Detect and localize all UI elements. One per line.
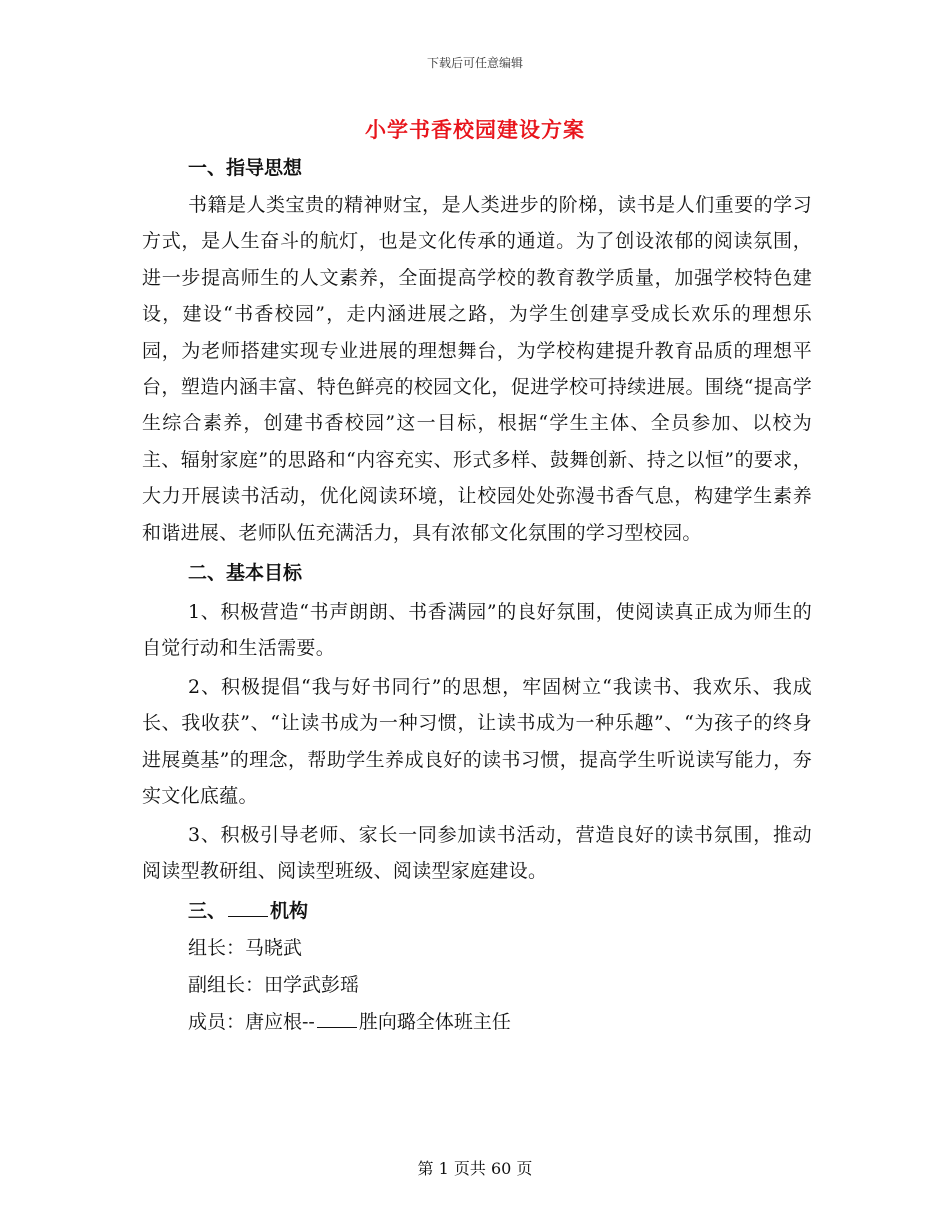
members-blank-line xyxy=(317,1026,357,1028)
document-body xyxy=(142,150,812,1041)
section-3-heading-suffix: 机构 xyxy=(270,900,309,923)
document-title: 小学书香校园建设方案 xyxy=(365,117,585,142)
org-leader: 组长：马晓武 xyxy=(188,937,303,960)
header-note: 下载后可任意编辑 xyxy=(426,56,523,70)
goal-item-3: 3、积极引导老师、家长一同参加读书活动，营造良好的读书氛围，推动阅读型教研组、阅读型班级、阅读型家庭建设。 xyxy=(142,823,812,882)
heading-blank-line xyxy=(228,915,268,917)
section-3-heading xyxy=(142,893,812,930)
section-1-heading: 一、指导思想 xyxy=(188,157,303,179)
section-3-heading-prefix: 三、 xyxy=(188,900,227,923)
org-deputy: 副组长：田学武彭瑶 xyxy=(188,974,360,997)
page-number-footer: 第 1 页共 60 页 xyxy=(417,1159,533,1178)
goal-item-1: 1、积极营造“书声朗朗、书香满园”的良好氛围，使阅读真正成为师生的自觉行动和生活需要。 xyxy=(142,601,812,660)
section-1-paragraph: 书籍是人类宝贵的精神财宝，是人类进步的阶梯，读书是人们重要的学习方式，是人生奋斗的航灯，也是文化传承的通道。为了创设浓郁的阅读氛围，进一步提高师生的人文素养，全面提高学校的教育教学质量，加强学校特色建设，建设“书香校园”，走内涵进展之路，为学生创建享受成长欢乐的理想乐园，为老师搭建实现专业进展的理想舞台，为学校构建提升教育品质的理想平台，塑造内涵丰富、特色鲜亮的校园文化，促进学校可持续进展。围绕“提高学生综合素养，创建书香校园”这一目标，根据“学生主体、全员参加、以校为主、辐射家庭”的思路和“内容充实、形式多样、鼓舞创新、持之以恒”的要求，大力开展读书活动，优化阅读环境，让校园处处弥漫书香气息，构建学生素养和谐进展、老师队伍充满活力，具有浓郁文化氛围的学习型校园。 xyxy=(142,194,812,544)
org-members xyxy=(142,1004,812,1041)
section-2-heading: 二、基本目标 xyxy=(188,562,303,585)
org-members-suffix: 胜向璐全体班主任 xyxy=(358,1011,511,1034)
goal-item-2: 2、积极提倡“我与好书同行”的思想，牢固树立“我读书、我欢乐、我成长、我收获”、“让读书成为一种习惯，让读书成为一种乐趣”、“为孩子的终身进展奠基”的理念，帮助学生养成良好的读书习惯，提高学生听说读写能力，夯实文化底蕴。 xyxy=(142,675,812,808)
org-members-prefix: 成员：唐应根-- xyxy=(188,1011,315,1034)
